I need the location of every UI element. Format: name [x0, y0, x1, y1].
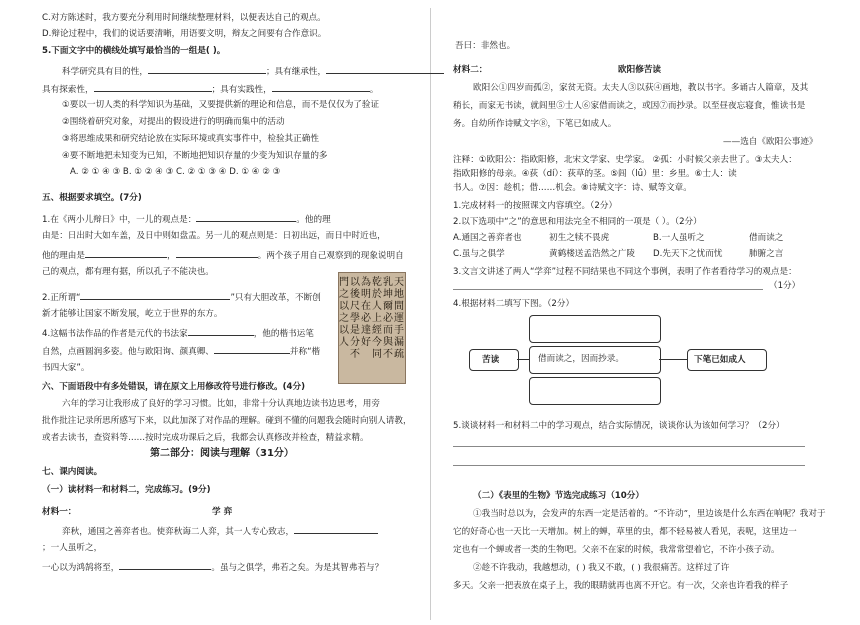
r-question-1: 1.完成材料一的按照课文内容填空。（2分） [453, 201, 618, 211]
question-5: 5.下面文字中的横线处填写最恰当的一组是( )。 [42, 46, 226, 56]
answer-line[interactable] [453, 465, 805, 466]
r-question-4: 4.根据材料二填写下图。（2分） [453, 299, 575, 309]
q5-option-3: ③将思维成果和研究结论放在实际环境或真实事件中，检验其正确性 [62, 134, 319, 144]
m1-line1: 弈秋，通国之善弈者也。使弈秋诲二人弈，其一人专心致志， [62, 524, 378, 538]
flow-start-box [469, 349, 519, 371]
section-6-title: 六、下面语段中有多处错误，请在原文上用修改符号进行修改。(4分) [42, 382, 306, 392]
note-line-3: 书人。⑦因：趁机；借……机会。⑧诗赋文字：诗、赋等文章。 [453, 183, 692, 193]
blank[interactable] [176, 248, 258, 258]
calligraphy-column: 乾於人上經今同 [372, 277, 382, 360]
flow-end-box [687, 349, 767, 371]
q2-option-d2: 肺腑之言 [749, 249, 784, 259]
material-2-title: 欧阳修苦读 [618, 65, 661, 75]
flow-arrow [659, 359, 687, 360]
r-question-2: 2.以下选项中“之”的意思和用法完全不相同的一项是（ ）。（2分） [453, 217, 702, 227]
q5-option-1: ①要以一切人类的科学知识为基础，又要提供新的理论和信息，而不是仅仅为了验证 [62, 100, 380, 110]
answer-line[interactable] [453, 289, 763, 290]
flow-start-label: 苦读 [482, 355, 500, 365]
s5-q2-line1: 2.正所谓“ ”只有大胆改革，不断创 [42, 290, 321, 304]
q2-option-d: D.先天下之忧而忧 [653, 249, 723, 259]
calligraphy-column: 門之以之以人 [339, 277, 349, 348]
note-line-2: 指欧阳修的母亲。④荻（dí）：荻草的茎。⑤闾（lǘ）里：乡里。⑥士人：读 [453, 169, 737, 179]
note-line-1: 注释：①欧阳公：指欧阳修，北宋文学家、史学家。 ②孤：小时候父亲去世了。③太夫人： [453, 155, 797, 165]
q3-score: （1分） [769, 281, 801, 291]
blank[interactable] [148, 64, 266, 74]
q5-option-2: ②围绕着研究对象，对提出的假设进行的明确而集中的活动 [62, 117, 285, 127]
s6-para-3: 或者去读书，查资料等……按时完成功课后之后，我都会认真修改并检查，精益求精。 [42, 433, 369, 443]
q2-option-c2: 黄鹤楼送孟浩然之广陵 [549, 249, 635, 259]
blank[interactable] [85, 248, 167, 258]
s2-para-1: ①我当时总以为，会发声的东西一定是活着的。“不许动”，里边该是什么东西在响呢？我对于 [473, 509, 826, 519]
s2-para-2: 它的好奇心也一天比一天增加。树上的蝉，草里的虫，都不轻易被人看见，表呢，这里边一 [453, 527, 797, 537]
s5-q2-line2: 新才能够让国家不断发展，屹立于世界的东方。 [42, 309, 223, 319]
blank[interactable] [196, 212, 296, 222]
s2-para-4: ②趁不许我动，我越想动，( ) 我又不敢，( ) 我很痛苦。这样过了许 [473, 563, 730, 573]
m2-source: ——选自《欧阳公事迹》 [723, 137, 818, 147]
m1-line3: 一心以为鸿鹄将至， 。虽与之俱学，弗若之矣。为是其智弗若与？ [42, 560, 383, 574]
option-d: D.辩论过程中，我们的说话要清晰，用语要文明，辩友之间要有合作意识。 [42, 29, 327, 39]
section-5-title: 五、根据要求填空。(7分) [42, 193, 142, 203]
s5-q4-line3: 书四大家”。 [42, 363, 90, 373]
material-1-label: 材料一： [42, 507, 77, 517]
m1-line2: ；一人虽听之， [42, 543, 103, 553]
material-1-title: 学 弈 [212, 507, 233, 517]
r-question-3: 3.文言文讲述了两人“学弈”过程不同结果也不同这个事例，表明了作者看待学习的观点是： [453, 267, 797, 277]
s5-q1-line4: 己的观点，都有理有据，所以孔子不能决也。 [42, 267, 214, 277]
q2-option-b2: 借而读之 [749, 233, 784, 243]
q5-line1: 科学研究具有目的性， ；具有继承性， [62, 64, 444, 78]
blank[interactable] [214, 344, 290, 354]
m2-para-3: 务。自幼所作诗赋文字⑧，下笔已如成人。 [453, 119, 617, 129]
s2-para-5: 多天。父亲一把表放在桌子上，我的眼睛就再也离不开它。有一次，父亲也许看我的样子 [453, 581, 789, 591]
q2-option-c: C.虽与之俱学 [453, 249, 505, 259]
section-7-sub: （一）读材料一和材料二，完成练习。(9分) [42, 485, 211, 495]
section-2-title: （二）《表里的生物》节选完成练习（10分） [473, 491, 644, 501]
q2-option-a2: 初生之犊不畏虎 [549, 233, 610, 243]
q5-line2: 具有探索性， ；具有实践性， 。 [42, 82, 378, 96]
s6-para-1: 六年的学习让我形成了良好的学习习惯。比如，非常十分认真地边读书边思考，用旁 [62, 399, 380, 409]
s5-q1-line1: 1.在《两小儿辩日》中，一儿的观点是： 。他的理 [42, 212, 331, 226]
material-1-end: 吾曰：非然也。 [455, 41, 516, 51]
answer-line[interactable] [453, 446, 805, 447]
m2-para-1: 欧阳公①四岁而孤②，家贫无资。太夫人③以荻④画地，教以书字。多诵古人篇章，及其 [473, 83, 809, 93]
flow-end-label: 下笔已如成人 [694, 355, 746, 365]
part-2-title: 第二部分：阅读与理解（31分） [150, 448, 294, 459]
column-divider [430, 8, 431, 620]
blank[interactable] [188, 326, 254, 336]
flow-arrow [517, 359, 529, 360]
blank[interactable] [119, 560, 211, 570]
calligraphy-column: 為明在必達好 [361, 277, 371, 348]
q5-choices: A. ② ① ④ ③ B. ① ② ④ ③ C. ② ① ③ ④ D. ① ④ ② ③ [70, 167, 281, 177]
flow-mid-label: 借而读之，因而抄录。 [538, 354, 624, 364]
s5-q4-line2: 自然，点画圆润多姿。他与欧阳询、颜真卿、 并称“楷 [42, 344, 320, 358]
section-7-title: 七、课内阅读。 [42, 467, 103, 477]
blank[interactable] [272, 82, 370, 92]
blank[interactable] [294, 524, 378, 534]
q5-option-4: ④要不断地把未知变为已知，不断地把知识存量的少变为知识存量的多 [62, 151, 328, 161]
s2-para-3: 定也有一个蝉或者一类的生物吧。父亲不在家的时候，我常常望着它，不许小孩子动。 [453, 545, 780, 555]
calligraphy-column: 天地間運手漏疏 [394, 277, 404, 360]
material-2-label: 材料二： [453, 65, 488, 75]
q2-option-a: A.通国之善弈者也 [453, 233, 522, 243]
blank[interactable] [326, 64, 444, 74]
flow-box-middle [529, 346, 661, 374]
flow-box-top[interactable] [529, 315, 661, 343]
s5-q1-line3: 他的理由是 ， 。两个孩子用自己观察到的现象说明自 [42, 248, 404, 262]
s5-q1-line2: 由是：日出时大如车盖，及日中则如盘盂。另一儿的观点则是：日初出远，而日中时近也， [42, 231, 386, 241]
q2-option-b: B.一人虽听之 [653, 233, 705, 243]
calligraphy-column: 乳坤爾必而與不 [383, 277, 393, 360]
r-question-5: 5.谈谈材料一和材料二中的学习观点，结合实际情况，谈谈你认为该如何学习？（2分） [453, 421, 785, 431]
blank[interactable] [80, 290, 230, 300]
option-c: C.对方陈述时，我方要充分利用时间继续整理材料，以便表达自己的观点。 [42, 13, 326, 23]
blank[interactable] [94, 82, 212, 92]
m2-para-2: 稍长，而家无书读，就闾里⑤士人⑥家借而读之，或因⑦而抄录。以至昼夜忘寝食，惟读书是 [453, 101, 806, 111]
flow-box-bottom[interactable] [529, 377, 661, 405]
s6-para-2: 批作批注记录所思所感写下来，以此加深了对作品的理解。碰到不懂的问题我会随时向别人请教， [42, 416, 412, 426]
s5-q4-line1: 4.这幅书法作品的作者是元代的书法家 ，他的楷书运笔 [42, 326, 314, 340]
calligraphy-image [338, 272, 406, 384]
calligraphy-column: 以後尺學是分不 [350, 277, 360, 360]
